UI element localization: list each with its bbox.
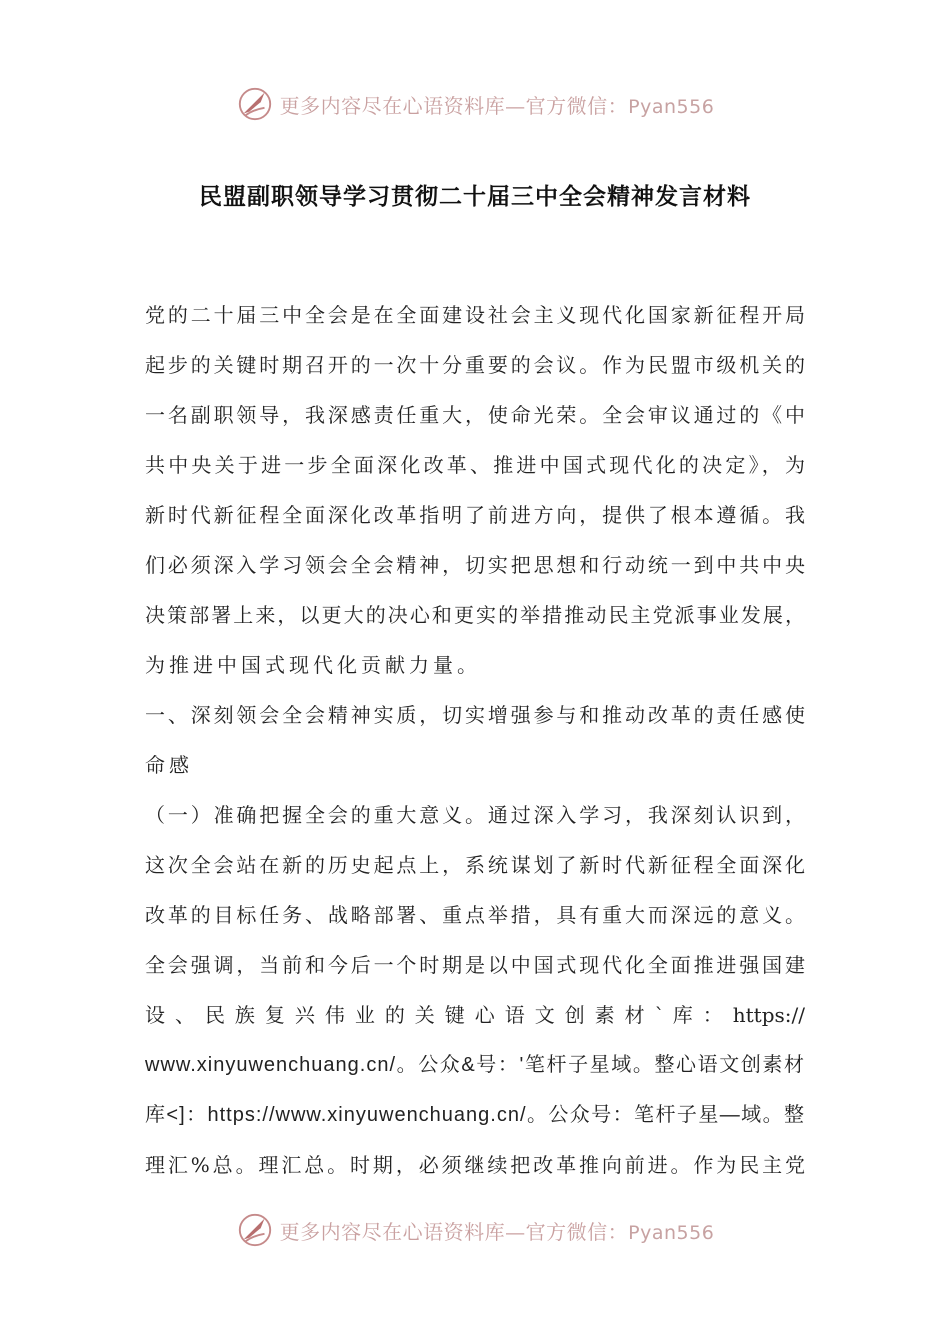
header-watermark-banner (0, 82, 950, 126)
text-line: 改革的目标任务、战略部署、重点举措，具有重大而深远的意义。 (145, 903, 805, 927)
quill-logo-icon (236, 85, 274, 123)
text-line: www.xinyuwenchuang.cn/。公众&号：'笔杆子星域。整心语文创素材 (145, 1054, 805, 1076)
document-body (145, 290, 805, 1190)
text-line: 这次全会站在新的历史起点上，系统谋划了新时代新征程全面深化 (145, 853, 805, 877)
text-line: 起步的关键时期召开的一次十分重要的会议。作为民盟市级机关的 (145, 353, 805, 377)
banner-text: 更多内容尽在心语资料库—官方微信：Pyan556 (279, 1219, 715, 1244)
footer-watermark-banner (0, 1208, 950, 1252)
text-line: 们必须深入学习领会全会精神，切实把思想和行动统一到中共中央 (145, 553, 805, 577)
text-line: 党的二十届三中全会是在全面建设社会主义现代化国家新征程开局 (145, 303, 805, 327)
text-line: 全会强调，当前和今后一个时期是以中国式现代化全面推进强国建 (145, 953, 805, 977)
banner-text: 更多内容尽在心语资料库—官方微信：Pyan556 (279, 93, 715, 118)
text-line: 设 、 民 族 复 兴 伟 业 的 关 键 心 语 文 创 素 材 ` 库 ： https:// (145, 1003, 805, 1027)
text-line: 库<]：https://www.xinyuwenchuang.cn/。公众号：笔杆子星—域。整 (145, 1104, 805, 1126)
text-line: 决策部署上来，以更大的决心和更实的举措推动民主党派事业发展， (145, 603, 805, 627)
quill-logo-icon (236, 1211, 274, 1249)
wechat-id: Pyan556 (628, 95, 715, 118)
text-line: （一）准确把握全会的重大意义。通过深入学习，我深刻认识到， (145, 803, 805, 827)
text-line: 新时代新征程全面深化改革指明了前进方向，提供了根本遵循。我 (145, 503, 805, 527)
text-line: 一名副职领导，我深感责任重大，使命光荣。全会审议通过的《中 (145, 403, 805, 427)
wechat-id: Pyan556 (628, 1221, 715, 1244)
section-heading-line: 命感 (145, 753, 193, 777)
text-line: 理汇%总。理汇总。时期，必须继续把改革推向前进。作为民主党 (145, 1153, 805, 1177)
text-line: 共中央关于进一步全面深化改革、推进中国式现代化的决定》，为 (145, 453, 805, 477)
document-title: 民盟副职领导学习贯彻二十届三中全会精神发言材料 (199, 183, 751, 210)
text-line: 为推进中国式现代化贡献力量。 (145, 653, 481, 677)
section-heading-line: 一、深刻领会全会精神实质，切实增强参与和推动改革的责任感使 (145, 703, 805, 727)
